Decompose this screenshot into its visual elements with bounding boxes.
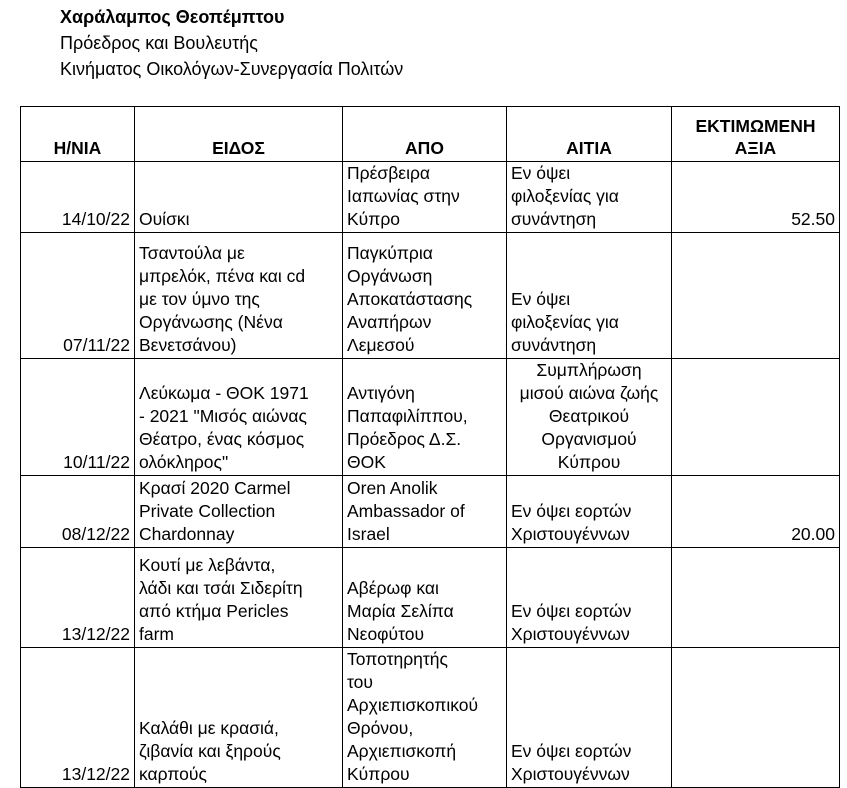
type-line: Private Collection <box>139 501 276 521</box>
document-header <box>60 4 403 82</box>
type-line: - 2021 "Μισός αιώνας <box>139 406 307 426</box>
type-line: ολόκληρος" <box>139 452 229 472</box>
from-line: Αποκατάστασης <box>347 289 473 309</box>
from-line: Οργάνωση <box>347 266 433 286</box>
reason-cell <box>507 359 672 476</box>
type-cell <box>135 233 343 359</box>
value-cell: 52.50 <box>672 162 840 233</box>
from-line: του <box>347 672 373 692</box>
type-line: Κρασί 2020 Carmel <box>139 478 291 498</box>
from-line: Μαρία Σελίπα <box>347 601 454 621</box>
value-cell <box>672 233 840 359</box>
column-header-value-line1: ΕΚΤΙΜΩΜΕΝΗ <box>695 116 816 136</box>
table-body <box>21 162 840 788</box>
reason-line: συνάντηση <box>511 209 597 229</box>
from-cell <box>343 162 507 233</box>
type-line: ζιβανία και ξηρούς <box>139 741 281 761</box>
mp-title: Πρόεδρος και Βουλευτής <box>60 33 258 53</box>
from-cell <box>343 548 507 648</box>
value-cell: 20.00 <box>672 476 840 548</box>
column-header-value <box>672 107 840 162</box>
from-cell <box>343 476 507 548</box>
type-line: από κτήμα Pericles <box>139 601 289 621</box>
reason-line: Εν όψει εορτών <box>511 501 632 521</box>
type-line: Ουίσκι <box>139 209 190 229</box>
column-header-from: ΑΠΟ <box>343 107 507 162</box>
table-row <box>21 476 840 548</box>
from-line: Αρχιεπισκοπικού <box>347 695 479 715</box>
reason-line: φιλοξενίας για <box>511 186 619 206</box>
type-cell <box>135 648 343 788</box>
type-line: Λεύκωμα - ΘΟΚ 1971 <box>139 383 309 403</box>
type-line: Chardonnay <box>139 524 235 544</box>
reason-line: Χριστουγέννων <box>511 624 630 644</box>
type-line: Οργάνωσης (Νένα <box>139 312 283 332</box>
value-cell <box>672 548 840 648</box>
from-line: Αναπήρων <box>347 312 432 332</box>
reason-line: Εν όψει <box>511 163 571 183</box>
reason-cell <box>507 233 672 359</box>
reason-line: Εν όψει <box>511 289 571 309</box>
mp-name: Χαράλαμπος Θεοπέμπτου <box>60 7 285 27</box>
reason-line: Χριστουγέννων <box>511 524 630 544</box>
type-line: με τον ύμνο της <box>139 289 260 309</box>
reason-line: Συμπλήρωση <box>536 360 642 380</box>
column-header-type: ΕΙΔΟΣ <box>135 107 343 162</box>
from-cell <box>343 359 507 476</box>
from-line: Παγκύπρια <box>347 243 433 263</box>
from-line: Λεμεσού <box>347 335 415 355</box>
table-row <box>21 233 840 359</box>
value-cell <box>672 359 840 476</box>
reason-cell <box>507 548 672 648</box>
reason-line: Χριστουγέννων <box>511 764 630 784</box>
reason-line: Οργανισμού <box>541 429 637 449</box>
type-line: Βενετσάνου) <box>139 335 237 355</box>
from-line: Israel <box>347 524 390 544</box>
date-cell: 07/11/22 <box>21 233 135 359</box>
from-line: Κύπρο <box>347 209 401 229</box>
from-line: Αντιγόνη <box>347 383 415 403</box>
reason-cell <box>507 476 672 548</box>
type-cell <box>135 359 343 476</box>
from-cell <box>343 648 507 788</box>
mp-party: Κινήματος Οικολόγων-Συνεργασία Πολιτών <box>60 59 404 79</box>
type-cell <box>135 548 343 648</box>
table-row <box>21 548 840 648</box>
reason-line: Θεατρικού <box>548 406 630 426</box>
date-cell: 13/12/22 <box>21 648 135 788</box>
gifts-register-table <box>20 106 840 788</box>
column-header-reason: ΑΙΤΙΑ <box>507 107 672 162</box>
type-line: Καλάθι με κρασιά, <box>139 718 279 738</box>
table-row <box>21 162 840 233</box>
reason-line: Εν όψει εορτών <box>511 601 632 621</box>
from-line: Αρχιεπισκοπή <box>347 741 457 761</box>
type-line: Θέατρο, ένας κόσμος <box>139 429 305 449</box>
from-line: Ambassador of <box>347 501 465 521</box>
reason-cell <box>507 648 672 788</box>
type-line: μπρελόκ, πένα και cd <box>139 266 306 286</box>
type-line: λάδι και τσάι Σιδερίτη <box>139 578 303 598</box>
reason-line: συνάντηση <box>511 335 597 355</box>
from-line: Τοποτηρητής <box>347 649 448 669</box>
from-line: Ιαπωνίας στην <box>347 186 460 206</box>
reason-line: μισού αιώνα ζωής <box>519 383 659 403</box>
table-row <box>21 359 840 476</box>
type-line: Τσαντούλα με <box>139 243 245 263</box>
from-line: ΘΟΚ <box>347 452 386 472</box>
from-line: Παπαφιλίππου, <box>347 406 468 426</box>
date-cell: 14/10/22 <box>21 162 135 233</box>
type-line: farm <box>139 624 174 644</box>
type-line: καρπούς <box>139 764 207 784</box>
column-header-value-line2: ΑΞΙΑ <box>734 138 777 158</box>
from-line: Oren Anolik <box>347 478 438 498</box>
type-line: Κουτί με λεβάντα, <box>139 555 276 575</box>
column-header-date: Η/ΝΙΑ <box>21 107 135 162</box>
from-line: Θρόνου, <box>347 718 414 738</box>
from-line: Αβέρωφ και <box>347 578 439 598</box>
reason-line: Κύπρου <box>557 452 621 472</box>
from-cell <box>343 233 507 359</box>
date-cell: 08/12/22 <box>21 476 135 548</box>
table-row <box>21 648 840 788</box>
from-line: Πρόεδρος Δ.Σ. <box>347 429 462 449</box>
date-cell: 13/12/22 <box>21 548 135 648</box>
reason-line: Εν όψει εορτών <box>511 741 632 761</box>
type-cell <box>135 162 343 233</box>
date-cell: 10/11/22 <box>21 359 135 476</box>
reason-line: φιλοξενίας για <box>511 312 619 332</box>
from-line: Νεοφύτου <box>347 624 425 644</box>
type-cell <box>135 476 343 548</box>
from-line: Πρέσβειρα <box>347 163 431 183</box>
reason-cell <box>507 162 672 233</box>
from-line: Κύπρου <box>347 764 410 784</box>
table-header-row <box>21 107 840 162</box>
value-cell <box>672 648 840 788</box>
